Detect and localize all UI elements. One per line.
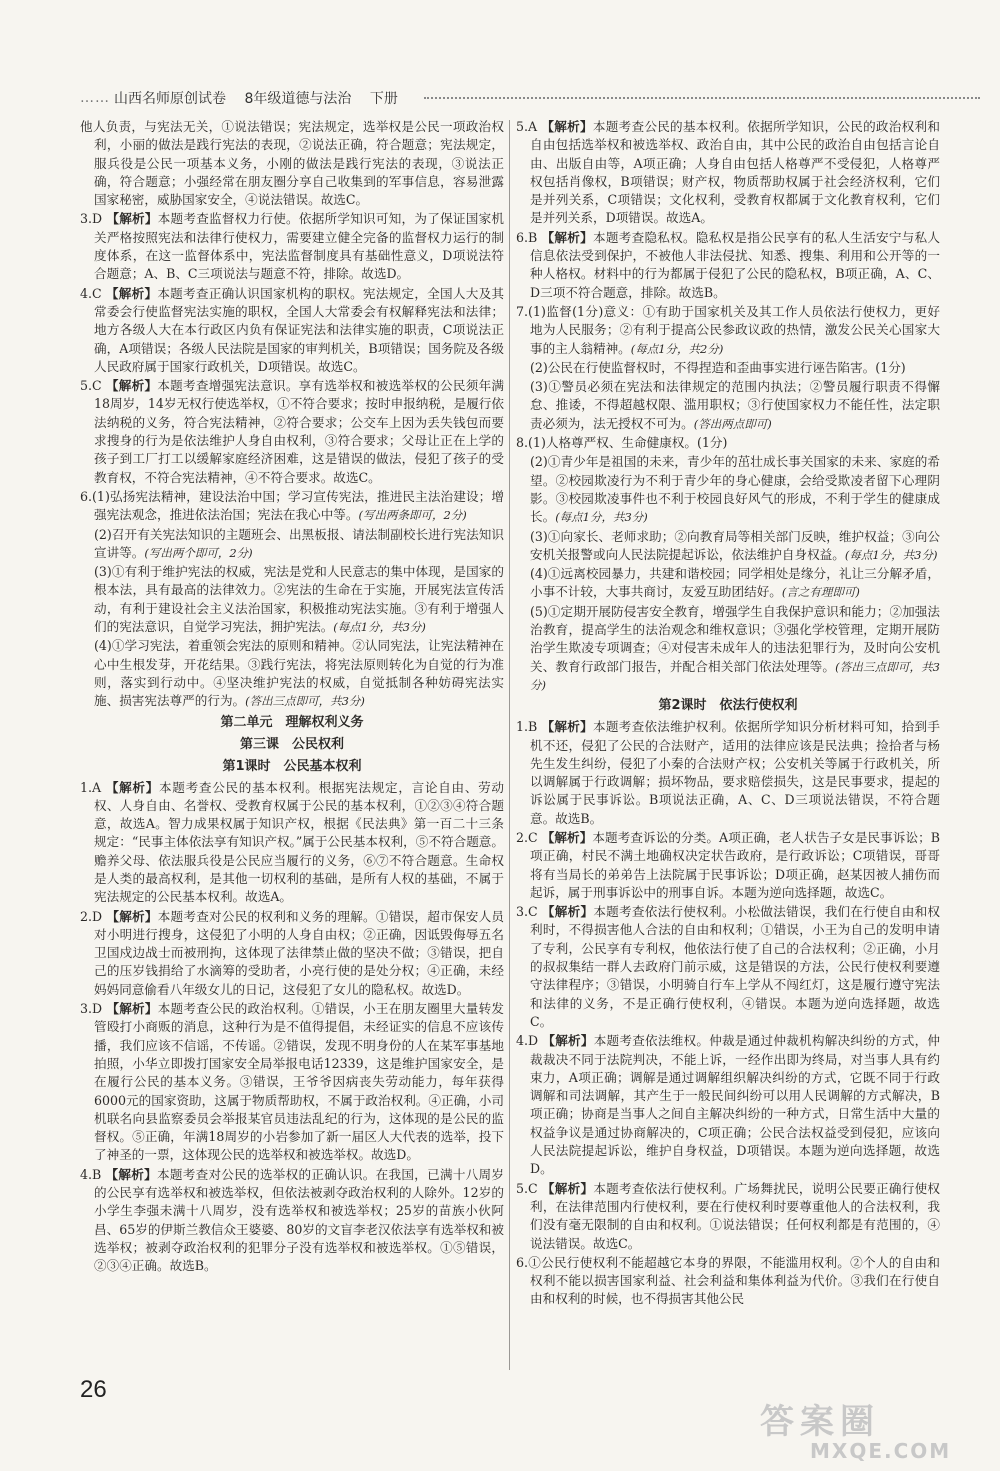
analysis-marker: 【解析】 [105, 1166, 157, 1182]
analysis-marker: 【解析】 [106, 908, 158, 924]
answer-subitem [80, 563, 504, 636]
answer-text: 4.B 【解析】本题考查对公民的选举权的正确认识。在我国，已满十八周岁的公民享有选举权和被选举权，但依法被剥夺政治权利的人除外。12岁的小学生李强未满十八周岁，没有选举权和被选举权；25岁的苗族小伙阿昌、65岁的伊斯兰教信众王婆婆、80岁的文盲李老汉依法享有选举权和被选举权；被剥夺政治权利的犯罪分子没有选举权和被选举权。①⑤错误，②③④正确。故选B。 [80, 1166, 505, 1274]
scoring-note: (答出两点即可) [693, 416, 772, 431]
answer-item [516, 434, 940, 452]
answer-item [80, 377, 504, 487]
answer-subitem [516, 453, 940, 526]
answer-text: 6.(1)弘扬宪法精神，建设法治中国；学习宣传宪法，推进民主法治建设；增强宪法观念，推进依法治国；宪法在我心中等。 [80, 488, 504, 523]
answer-item [80, 488, 504, 525]
analysis-marker: 【解析】 [541, 119, 593, 134]
answer-text: (2)①青少年是祖国的未来，青少年的茁壮成长事关国家的未来、家庭的希望。②校园欺凌行为不利于青少年的身心健康，会给受欺凌者留下心理阴影。③校园欺凌事件也不利于校园良好风气的形成，不利于学生的健康成长。 [530, 454, 940, 525]
scoring-note: (每点1分，共3分) [333, 620, 426, 635]
answer-text: 6.①公民行使权利不能超越它本身的界限，不能滥用权利。②个人的自由和权利不能以损害国家利益、社会利益和集体利益为代价。③我们在行使自由和权利的时候，也不得损害其他公民 [516, 1254, 940, 1307]
left-column [80, 118, 504, 1277]
page-number: 26 [80, 1376, 107, 1403]
answer-text: 1.A 【解析】本题考查公民的基本权利。根据宪法规定，言论自由、劳动权、人身自由、名誉权、受教育权属于公民的基本权利，①②③④符合题意，故选A。智力成果权属于知识产权，根据《民法典》第一百二十三条规定：“民事主体依法享有知识产权。”属于公民基本权利，⑤不符合题意。赡养父母、依法服兵役是公民应当履行的义务，⑥⑦不符合题意。生命权是人类的最高权利，是其他一切权利的基础，是所有人权的基础，不属于宪法规定的公民基本权利。故选A。 [80, 779, 505, 905]
answer-text: 他人负责，与宪法无关，①说法错误；宪法规定，选举权是公民一项政治权利，小丽的做法是践行宪法的表现，②说法正确，符合题意；宪法规定，服兵役是公民一项基本义务，小刚的做法是践行宪法的表现，③说法正确，符合题意；小强经常在朋友圈分享自己收集到的军事信息，容易泄露国家秘密，威胁国家安全，④说法错误。故选C。 [80, 119, 504, 208]
header-title [114, 88, 412, 108]
answer-item [80, 118, 504, 209]
answer-text: 8.(1)人格尊严权、生命健康权。(1分) [516, 435, 728, 451]
answer-text: (3)①向家长、老师求助；②向教育局等相关部门反映，维护权益；③向公安机关报警或向人民法院提起诉讼，依法维护自身权益。 [530, 528, 940, 562]
answer-item [80, 779, 504, 907]
answer-item [516, 1180, 940, 1253]
answer-item [80, 1166, 504, 1276]
answer-text: 3.D 【解析】本题考查公民的政治权利。①错误，小王在朋友圈里大量转发管殴打小商贩的消息，这种行为是不值得提倡，未经证实的信息不应该传播，我们应该不信谣，不传谣。②错误，发现不明身份的人在某军事基地拍照，小华立即拨打国家安全局举报电话12339，这是维护国家安全，是在履行公民的基本义务。③错误，王爷爷因病丧失劳动能力，每年获得6000元的国家资助，这属于物质帮助权，不属于政治权利。④正确，小司机联名向县监察委员会举报某官员违法乱纪的行为，这体现的是公民的监督权。⑤正确，年满18周岁的小岩参加了新一届区人大代表的选举，投下了神圣的一票，这体现公民的选举权和被选举权。故选D。 [80, 1001, 504, 1163]
answer-subitem [516, 603, 940, 694]
analysis-marker: 【解析】 [105, 285, 158, 301]
section-heading [80, 735, 504, 755]
answer-text: 5.C 【解析】本题考查增强宪法意识。享有选举权和被选举权的公民须年满18周岁，14岁无权行使选举权，①不符合要求；按时申报纳税，是履行依法纳税的义务，符合宪法精神，②符合要求；公交车上因为丢失钱包而要求搜身的行为是依法维护人身自由权利，③符合要求；父母让正在上学的孩子到工厂打工以缓解家庭经济困难，这是错误的做法，侵犯了孩子的受教育权，不符合宪法精神，④不符合要求。故选C。 [80, 378, 505, 485]
answer-text: 4.D 【解析】本题考查依法维权。仲裁是通过仲裁机构解决纠纷的方式，仲裁裁决不同于法院判决，不能上诉，一经作出即为终局，对当事人具有约束力，A项正确；调解是通过调解组织解决纠纷的方式，它既不同于行政调解和司法调解，其产生于一般民间纠纷可以用人民调解的方式解决，B项正确；协商是当事人之间自主解决纠纷的一种方式，日常生活中大量的权益争议是通过协商解决的，C项正确；公民合法权益受到侵犯，应该向人民法院提起诉讼，维护自身权益，D项错误。本题为逆向选择题，故选D。 [516, 1033, 940, 1177]
scoring-note: (写出两条即可，2分) [358, 508, 467, 523]
answer-subitem [80, 637, 504, 710]
section-heading [80, 713, 504, 733]
running-header [80, 86, 980, 110]
header-book: 山西名师原创试卷 [114, 91, 226, 107]
header-grade: 8年级道德与法治 [244, 91, 352, 107]
answer-text: 3.C 【解析】本题考查依法行使权利。小松做法错误，我们在行使自由和权利时，不得损害他人合法的自由和权利；①错误，小王为自己的发明申请了专利，公民享有专利权，他依法行使了自己的合法权利；②正确，小月的叔叔集结一群人去政府门前示威，这是错误的方法，公民行使权利要遵守法律程序；③错误，小明骑自行车上学从不闯红灯，这是履行遵守宪法和法律的义务，不是正确行使权利，④错误。本题为逆向选择题，故选C。 [516, 904, 941, 1029]
answer-text: 第三课 公民权利 [239, 736, 344, 752]
answer-text: 7.(1)监督(1分)意义：①有助于国家机关及其工作人员依法行使权力，更好地为人民服务；②有利于提高公民参政议政的热情，激发公民关心国家大事的主人翁精神。 [516, 303, 940, 356]
analysis-marker: 【解析】 [541, 719, 593, 735]
scoring-note: (答出三点即可，共3分) [530, 659, 941, 692]
scoring-note: (写出两个即可，2分) [144, 545, 253, 560]
analysis-marker: 【解析】 [542, 1033, 594, 1049]
analysis-marker: 【解析】 [105, 779, 160, 795]
analysis-marker: 【解析】 [105, 378, 158, 394]
answer-item [80, 908, 504, 999]
right-column [516, 118, 940, 1310]
answer-text: 第2课时 依法行使权利 [658, 698, 798, 714]
answer-item [516, 829, 940, 902]
answer-text: 第二单元 理解权利义务 [220, 714, 364, 730]
section-heading [80, 757, 504, 777]
answer-item [516, 1254, 940, 1309]
analysis-marker: 【解析】 [541, 904, 594, 920]
answer-subitem [516, 528, 940, 565]
watermark-logo [760, 1394, 951, 1463]
answer-item [80, 285, 504, 376]
analysis-marker: 【解析】 [541, 829, 593, 845]
answer-text: 5.C 【解析】本题考查依法行使权利。广场舞扰民，说明公民要正确行使权利，在法律范围内行使权利，要在行使权利时要尊重他人的合法权利，我们没有毫无限制的自由和权利。①说法错误；任何权利都是有范围的，④说法错误。故选C。 [516, 1180, 941, 1251]
answer-item [516, 1032, 940, 1178]
answer-text: (2)召开有关宪法知识的主题班会、出黑板报、请法制副校长进行宪法知识宣讲等。 [94, 526, 504, 560]
scoring-note: (答出三点即可，共3分) [245, 694, 365, 709]
column-divider [509, 120, 510, 1370]
answer-text: 2.C 【解析】本题考查诉讼的分类。A项正确，老人状告子女是民事诉讼；B项正确，村民不满土地确权决定状告政府，是行政诉讼；C项错误，哥哥将有当局长的弟弟告上法院属于民事诉讼；D项正确，赵某因被人捕伤而起诉，属于刑事诉讼中的刑事自诉。本题为逆向选择题，故选C。 [516, 829, 940, 900]
header-rule [424, 97, 980, 99]
watermark-line1: 答案圈 [760, 1402, 880, 1442]
answer-subitem [80, 526, 504, 563]
answer-item [516, 303, 940, 358]
analysis-marker: 【解析】 [106, 1001, 158, 1017]
section-heading [516, 696, 940, 716]
answer-text: (5)①定期开展防侵害安全教育，增强学生自我保护意识和能力；②加强法治教育，提高学生的法治观念和维权意识；③强化学校管理，定期开展防治学生欺凌专项调查；④对侵害未成年人的违法犯罪行为，及时向公安机关、教育行政部门报告，并配合相关部门依法处理等。 [530, 603, 940, 674]
scoring-note: (每点1分，共3分) [555, 510, 648, 525]
answer-text: (4)①远离校园暴力，共建和谐校园；同学相处是缘分，礼让三分解矛盾，小事不计较，大事共商讨，友爱互助团结好。 [530, 566, 940, 600]
answer-item [516, 903, 940, 1031]
answer-item [80, 210, 504, 283]
scoring-note: (每点1分，共3分) [844, 547, 938, 562]
answer-text: 2.D 【解析】本题考查对公民的权利和义务的理解。①错误，超市保安人员对小明进行搜身，这侵犯了小明的人身自由权；②正确，因诋毁侮辱五名卫国戍边战士而被刑拘，这体现了法律禁止做的坚决不做；③错误，把自己的压岁钱捐给了水滴筹的受助者，小亮行使的是处分权；④正确，未经妈妈同意偷看八年级女儿的日记，这侵犯了女儿的隐私权。故选D。 [80, 908, 504, 997]
answer-text: 第1课时 公民基本权利 [222, 758, 362, 774]
analysis-marker: 【解析】 [106, 211, 158, 227]
answer-subitem [516, 359, 940, 377]
answer-item [516, 718, 940, 828]
answer-item [516, 118, 940, 228]
header-volume: 下册 [369, 91, 398, 107]
scoring-note: (每点1分，共2分) [630, 341, 724, 356]
answer-item [516, 229, 940, 302]
watermark-line2: MXQE.COM [810, 1439, 952, 1463]
analysis-marker: 【解析】 [541, 229, 593, 245]
answer-text: 3.D 【解析】本题考查监督权力行使。依据所学知识可知，为了保证国家机关严格按照宪法和法律行使权力，需要建立健全完备的监督权力运行的制度体系，在这一监督体系中，宪法监督制度具有基础性意义，D项说法符合题意；A、B、C三项说法与题意不符，排除。故选D。 [80, 211, 504, 282]
answer-subitem [516, 378, 940, 433]
answer-text: 6.B 【解析】本题考查隐私权。隐私权是指公民享有的私人生活安宁与私人信息依法受到保护，不被他人非法侵扰、知悉、搜集、利用和公开等的一种人格权。材料中的行为都属于侵犯了公民的隐私权，B项正确，A、C、D三项不符合题意，排除。故选B。 [516, 229, 941, 300]
answer-text: 5.A 【解析】本题考查公民的基本权利。依据所学知识，公民的政治权利和自由包括选举权和被选举权、政治自由，其中公民的政治自由包括言论自由、出版自由等，A项正确；人身自由包括人格尊严不受侵犯，人格尊严权包括肖像权，B项错误；财产权，物质帮助权属于社会经济权利，它们是并列关系，C项错误；文化权利，受教育权都属于文化教育权利，它们是并列关系，D项错误。故选A。 [516, 119, 940, 226]
answer-text: (3)①有利于维护宪法的权威，宪法是党和人民意志的集中体现，是国家的根本法，具有最高的法律效力。②宪法的生命在于实施，开展宪法宣传活动，有利于建设社会主义法治国家，积极推动宪法实施。③有利于增强人们的宪法意识，自觉学习宪法，拥护宪法。 [94, 564, 504, 635]
answer-text: (4)①学习宪法，着重领会宪法的原则和精神。②认同宪法，让宪法精神在心中生根发芽，开花结果。③践行宪法，将宪法原则转化为自觉的行为准则，落实到行动中。④坚决维护宪法的权威，自觉抵制各种妨碍宪法实施、损害宪法尊严的行为。 [94, 638, 504, 709]
answer-text: 4.C 【解析】本题考查正确认识国家机构的职权。宪法规定，全国人大及其常委会行使监督宪法实施的职权，全国人大常委会有权解释宪法和法律；地方各级人大在本行政区内负有保证宪法和法律实施的职责，C项说法正确，A项错误；各级人民法院是国家的审判机关，B项错误；国务院及各级人民政府属于国家行政机关，D项错误。故选C。 [80, 285, 505, 374]
scoring-note: (言之有理即可) [781, 585, 860, 600]
header-dots: …… [80, 90, 110, 106]
answer-subitem [516, 565, 940, 602]
answer-text: 1.B 【解析】本题考查依法维护权利。依据所学知识分析材料可知，拾到手机不还，侵犯了公民的合法财产，适用的法律应该是民法典；捡拾者与杨先生发生纠纷，侵犯了小秦的合法财产权；公安机关等属于行政机关，所以调解属于行政调解；损坏物品，要求赔偿损失，这是民事要求，提起的诉讼属于民事诉讼。B项说法正确，A、C、D三项说法错误，不符合题意。故选B。 [516, 719, 941, 826]
answer-text: (2)公民在行使监督权时，不得捏造和歪曲事实进行诬告陷害。(1分) [530, 359, 906, 375]
answer-text: (3)①警员必须在宪法和法律规定的范围内执法；②警员履行职责不得懈怠、推诿，不得超越权限、滥用职权；③行使国家权力不能任性，法定职责必须为，法无授权不可为。 [530, 379, 940, 431]
answer-item [80, 1000, 504, 1165]
analysis-marker: 【解析】 [541, 1180, 594, 1196]
